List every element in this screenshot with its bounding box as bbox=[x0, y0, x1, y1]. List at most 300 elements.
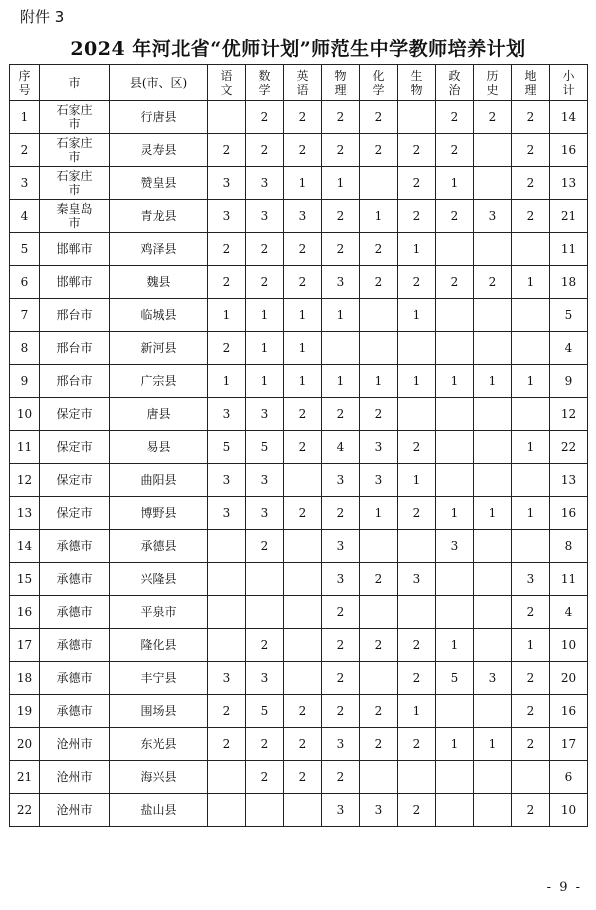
table-cell-politics: 2 bbox=[436, 200, 474, 233]
table-cell-no: 21 bbox=[10, 761, 40, 794]
table-cell-physics: 3 bbox=[322, 266, 360, 299]
table-cell-chemistry: 1 bbox=[360, 497, 398, 530]
table-cell-politics bbox=[436, 431, 474, 464]
table-row bbox=[10, 365, 588, 398]
table-cell-english bbox=[284, 662, 322, 695]
table-cell-county: 丰宁县 bbox=[110, 662, 208, 695]
table-cell-no: 2 bbox=[10, 134, 40, 167]
table-cell-history bbox=[474, 167, 512, 200]
column-header-chemistry bbox=[360, 65, 398, 101]
table-cell-english: 1 bbox=[284, 332, 322, 365]
table-cell-biology: 1 bbox=[398, 464, 436, 497]
table-cell-biology: 2 bbox=[398, 200, 436, 233]
column-header-math bbox=[246, 65, 284, 101]
table-cell-no: 12 bbox=[10, 464, 40, 497]
table-cell-city: 承德市 bbox=[40, 629, 110, 662]
column-header-text: 历 bbox=[486, 68, 499, 83]
table-cell-chemistry: 3 bbox=[360, 464, 398, 497]
table-cell-geography: 3 bbox=[512, 563, 550, 596]
table-cell-geography bbox=[512, 530, 550, 563]
table-cell-chinese: 2 bbox=[208, 134, 246, 167]
table-cell-chemistry bbox=[360, 332, 398, 365]
table-cell-city: 邯郸市 bbox=[40, 266, 110, 299]
table-row bbox=[10, 629, 588, 662]
table-cell-county: 行唐县 bbox=[110, 101, 208, 134]
table-cell-county: 青龙县 bbox=[110, 200, 208, 233]
table-cell-city: 保定市 bbox=[40, 464, 110, 497]
column-header-text: 物 bbox=[334, 68, 347, 83]
table-cell-chemistry: 2 bbox=[360, 695, 398, 728]
table-cell-county: 易县 bbox=[110, 431, 208, 464]
column-header-text: 号 bbox=[18, 82, 31, 97]
table-cell-politics bbox=[436, 794, 474, 827]
attachment-label: 附件 3 bbox=[20, 8, 65, 26]
table-cell-chemistry: 2 bbox=[360, 134, 398, 167]
table-cell-history bbox=[474, 563, 512, 596]
column-header-text: 理 bbox=[524, 82, 537, 97]
table-cell-math: 2 bbox=[246, 728, 284, 761]
table-row bbox=[10, 233, 588, 266]
table-cell-english: 1 bbox=[284, 167, 322, 200]
table-cell-city: 保定市 bbox=[40, 497, 110, 530]
table-cell-city: 承德市 bbox=[40, 596, 110, 629]
table-cell-county: 承德县 bbox=[110, 530, 208, 563]
table-cell-math: 2 bbox=[246, 233, 284, 266]
column-header-politics bbox=[436, 65, 474, 101]
table-cell-chemistry bbox=[360, 596, 398, 629]
table-cell-chinese: 3 bbox=[208, 464, 246, 497]
table-cell-geography: 1 bbox=[512, 266, 550, 299]
column-header-text: 生 bbox=[410, 68, 423, 83]
table-cell-physics: 3 bbox=[322, 794, 360, 827]
table-cell-politics bbox=[436, 563, 474, 596]
table-cell-no: 20 bbox=[10, 728, 40, 761]
table-cell-politics: 2 bbox=[436, 266, 474, 299]
column-header-subtotal bbox=[550, 65, 588, 101]
table-cell-history bbox=[474, 233, 512, 266]
column-header-history bbox=[474, 65, 512, 101]
table-cell-chinese bbox=[208, 794, 246, 827]
table-cell-geography: 2 bbox=[512, 101, 550, 134]
table-cell-chinese bbox=[208, 563, 246, 596]
table-row bbox=[10, 530, 588, 563]
table-cell-subtotal: 9 bbox=[550, 365, 588, 398]
table-cell-history bbox=[474, 530, 512, 563]
table-cell-history bbox=[474, 464, 512, 497]
table-cell-physics: 2 bbox=[322, 200, 360, 233]
table-cell-chemistry: 2 bbox=[360, 629, 398, 662]
table-cell-subtotal: 22 bbox=[550, 431, 588, 464]
table-row bbox=[10, 167, 588, 200]
table-cell-politics bbox=[436, 695, 474, 728]
table-cell-city: 保定市 bbox=[40, 431, 110, 464]
table-cell-english: 2 bbox=[284, 266, 322, 299]
table-cell-politics bbox=[436, 596, 474, 629]
table-cell-math: 2 bbox=[246, 134, 284, 167]
table-cell-physics: 1 bbox=[322, 299, 360, 332]
column-header-text: 语 bbox=[220, 68, 233, 83]
table-cell-subtotal: 21 bbox=[550, 200, 588, 233]
table-cell-chemistry: 2 bbox=[360, 233, 398, 266]
table-cell-math: 3 bbox=[246, 662, 284, 695]
column-header-text: 学 bbox=[258, 82, 271, 97]
table-cell-english: 2 bbox=[284, 728, 322, 761]
table-row bbox=[10, 266, 588, 299]
table-cell-biology bbox=[398, 101, 436, 134]
table-cell-english: 2 bbox=[284, 695, 322, 728]
column-header-biology bbox=[398, 65, 436, 101]
table-row bbox=[10, 299, 588, 332]
table-cell-history: 1 bbox=[474, 365, 512, 398]
table-cell-chemistry bbox=[360, 530, 398, 563]
table-row bbox=[10, 431, 588, 464]
table-cell-math: 2 bbox=[246, 761, 284, 794]
table-row bbox=[10, 761, 588, 794]
table-cell-politics bbox=[436, 464, 474, 497]
table-cell-geography: 1 bbox=[512, 365, 550, 398]
table-cell-biology: 2 bbox=[398, 629, 436, 662]
table-cell-math: 2 bbox=[246, 266, 284, 299]
table-cell-city: 邢台市 bbox=[40, 332, 110, 365]
table-cell-county: 曲阳县 bbox=[110, 464, 208, 497]
column-header-text: 物 bbox=[410, 82, 423, 97]
table-cell-politics bbox=[436, 332, 474, 365]
table-cell-no: 4 bbox=[10, 200, 40, 233]
table-cell-biology: 1 bbox=[398, 233, 436, 266]
table-cell-chinese: 2 bbox=[208, 266, 246, 299]
column-header-text: 学 bbox=[372, 82, 385, 97]
table-cell-math: 3 bbox=[246, 398, 284, 431]
column-header-county bbox=[110, 65, 208, 101]
table-cell-biology: 2 bbox=[398, 497, 436, 530]
table-cell-physics: 3 bbox=[322, 563, 360, 596]
table-cell-chemistry: 2 bbox=[360, 728, 398, 761]
table-cell-subtotal: 16 bbox=[550, 134, 588, 167]
table-cell-subtotal: 4 bbox=[550, 596, 588, 629]
table-cell-subtotal: 20 bbox=[550, 662, 588, 695]
column-header-no bbox=[10, 65, 40, 101]
table-cell-city: 保定市 bbox=[40, 398, 110, 431]
table-cell-biology bbox=[398, 596, 436, 629]
table-cell-physics: 1 bbox=[322, 365, 360, 398]
table-cell-geography bbox=[512, 299, 550, 332]
table-cell-no: 3 bbox=[10, 167, 40, 200]
table-cell-chemistry: 2 bbox=[360, 563, 398, 596]
table-row bbox=[10, 794, 588, 827]
table-cell-history: 2 bbox=[474, 266, 512, 299]
table-cell-physics: 2 bbox=[322, 134, 360, 167]
table-cell-no: 16 bbox=[10, 596, 40, 629]
table-cell-no: 17 bbox=[10, 629, 40, 662]
table-cell-chinese bbox=[208, 596, 246, 629]
column-header-text: 政 bbox=[448, 68, 461, 83]
table-cell-physics: 2 bbox=[322, 398, 360, 431]
column-header-text: 史 bbox=[486, 82, 499, 97]
table-cell-city: 沧州市 bbox=[40, 728, 110, 761]
table-cell-english: 2 bbox=[284, 431, 322, 464]
table-cell-english: 2 bbox=[284, 101, 322, 134]
table-cell-subtotal: 10 bbox=[550, 629, 588, 662]
table-cell-county: 广宗县 bbox=[110, 365, 208, 398]
column-header-text: 序 bbox=[18, 68, 31, 83]
table-cell-physics: 2 bbox=[322, 662, 360, 695]
table-cell-no: 1 bbox=[10, 101, 40, 134]
table-cell-county: 围场县 bbox=[110, 695, 208, 728]
table-cell-chinese bbox=[208, 101, 246, 134]
table-cell-politics: 1 bbox=[436, 497, 474, 530]
table-cell-geography: 1 bbox=[512, 629, 550, 662]
column-header-physics bbox=[322, 65, 360, 101]
table-cell-county: 灵寿县 bbox=[110, 134, 208, 167]
table-cell-history bbox=[474, 431, 512, 464]
table-cell-city: 邢台市 bbox=[40, 299, 110, 332]
table-cell-physics: 3 bbox=[322, 464, 360, 497]
table-cell-subtotal: 13 bbox=[550, 167, 588, 200]
table-cell-geography bbox=[512, 464, 550, 497]
table-cell-math: 1 bbox=[246, 332, 284, 365]
table-row bbox=[10, 728, 588, 761]
table-cell-history bbox=[474, 134, 512, 167]
table-cell-politics bbox=[436, 398, 474, 431]
table-cell-history bbox=[474, 332, 512, 365]
table-cell-biology bbox=[398, 332, 436, 365]
table-cell-county: 盐山县 bbox=[110, 794, 208, 827]
table-cell-math bbox=[246, 794, 284, 827]
table-cell-chemistry: 2 bbox=[360, 101, 398, 134]
table-cell-english bbox=[284, 794, 322, 827]
table-cell-chinese bbox=[208, 530, 246, 563]
column-header-text: 化 bbox=[372, 68, 385, 83]
table-cell-math: 1 bbox=[246, 299, 284, 332]
table-cell-no: 8 bbox=[10, 332, 40, 365]
table-cell-physics: 2 bbox=[322, 497, 360, 530]
table-cell-geography: 2 bbox=[512, 794, 550, 827]
table-cell-geography: 2 bbox=[512, 728, 550, 761]
table-cell-politics: 1 bbox=[436, 365, 474, 398]
table-cell-no: 18 bbox=[10, 662, 40, 695]
table-cell-biology: 2 bbox=[398, 134, 436, 167]
table-cell-city: 承德市 bbox=[40, 695, 110, 728]
table-cell-subtotal: 11 bbox=[550, 233, 588, 266]
table-cell-city: 承德市 bbox=[40, 662, 110, 695]
table-cell-english: 2 bbox=[284, 233, 322, 266]
table-cell-politics bbox=[436, 233, 474, 266]
table-cell-biology: 2 bbox=[398, 794, 436, 827]
column-header-city bbox=[40, 65, 110, 101]
table-cell-city: 秦皇岛 市 bbox=[40, 200, 110, 233]
table-cell-history: 3 bbox=[474, 662, 512, 695]
table-cell-math: 3 bbox=[246, 464, 284, 497]
table-cell-biology: 2 bbox=[398, 662, 436, 695]
table-cell-math: 2 bbox=[246, 629, 284, 662]
table-cell-politics: 1 bbox=[436, 629, 474, 662]
column-header-text: 小 bbox=[562, 68, 575, 83]
table-cell-math: 1 bbox=[246, 365, 284, 398]
table-cell-city: 石家庄 市 bbox=[40, 167, 110, 200]
table-cell-chinese bbox=[208, 761, 246, 794]
table-cell-city: 承德市 bbox=[40, 530, 110, 563]
table-cell-county: 赞皇县 bbox=[110, 167, 208, 200]
table-cell-biology bbox=[398, 398, 436, 431]
table-cell-history bbox=[474, 794, 512, 827]
column-header-geography bbox=[512, 65, 550, 101]
table-cell-physics: 2 bbox=[322, 761, 360, 794]
table-cell-no: 19 bbox=[10, 695, 40, 728]
column-header-text: 英 bbox=[296, 68, 309, 83]
table-cell-no: 13 bbox=[10, 497, 40, 530]
table-cell-chinese: 3 bbox=[208, 167, 246, 200]
table-cell-math: 5 bbox=[246, 695, 284, 728]
table-cell-physics: 2 bbox=[322, 101, 360, 134]
table-row bbox=[10, 101, 588, 134]
table-cell-english: 2 bbox=[284, 134, 322, 167]
table-cell-no: 10 bbox=[10, 398, 40, 431]
table-cell-politics bbox=[436, 299, 474, 332]
table-cell-math: 2 bbox=[246, 101, 284, 134]
table-cell-geography: 1 bbox=[512, 497, 550, 530]
table-cell-english bbox=[284, 563, 322, 596]
table-cell-subtotal: 4 bbox=[550, 332, 588, 365]
table-cell-physics: 1 bbox=[322, 167, 360, 200]
table-cell-subtotal: 6 bbox=[550, 761, 588, 794]
table-cell-chinese: 2 bbox=[208, 728, 246, 761]
table-cell-math: 2 bbox=[246, 530, 284, 563]
table-cell-math bbox=[246, 563, 284, 596]
table-cell-english: 2 bbox=[284, 398, 322, 431]
table-cell-county: 新河县 bbox=[110, 332, 208, 365]
table-row bbox=[10, 332, 588, 365]
table-cell-chemistry: 3 bbox=[360, 431, 398, 464]
table-cell-english: 1 bbox=[284, 365, 322, 398]
table-cell-chinese: 1 bbox=[208, 299, 246, 332]
table-cell-politics: 5 bbox=[436, 662, 474, 695]
table-cell-biology: 1 bbox=[398, 365, 436, 398]
table-cell-county: 平泉市 bbox=[110, 596, 208, 629]
table-cell-geography: 2 bbox=[512, 134, 550, 167]
table-cell-subtotal: 10 bbox=[550, 794, 588, 827]
column-header-text: 县(市、区) bbox=[129, 75, 188, 90]
column-header-text: 市 bbox=[68, 75, 81, 90]
table-cell-chemistry: 3 bbox=[360, 794, 398, 827]
table-row bbox=[10, 398, 588, 431]
table-cell-chinese: 3 bbox=[208, 662, 246, 695]
table-cell-subtotal: 12 bbox=[550, 398, 588, 431]
table-cell-math: 3 bbox=[246, 497, 284, 530]
table-cell-no: 7 bbox=[10, 299, 40, 332]
table-cell-biology bbox=[398, 761, 436, 794]
table-cell-biology: 2 bbox=[398, 167, 436, 200]
table-cell-chinese: 5 bbox=[208, 431, 246, 464]
table-cell-county: 隆化县 bbox=[110, 629, 208, 662]
table-cell-politics: 2 bbox=[436, 134, 474, 167]
table-cell-city: 石家庄 市 bbox=[40, 101, 110, 134]
training-plan-table bbox=[9, 64, 588, 827]
table-cell-chinese: 3 bbox=[208, 398, 246, 431]
table-cell-subtotal: 18 bbox=[550, 266, 588, 299]
table-cell-city: 邢台市 bbox=[40, 365, 110, 398]
table-cell-biology: 2 bbox=[398, 266, 436, 299]
table-cell-geography bbox=[512, 233, 550, 266]
column-header-text: 理 bbox=[334, 82, 347, 97]
table-cell-physics: 2 bbox=[322, 596, 360, 629]
document-title: 2024 年河北省“优师计划”师范生中学教师培养计划 bbox=[70, 38, 526, 60]
table-cell-no: 5 bbox=[10, 233, 40, 266]
table-cell-chemistry: 2 bbox=[360, 266, 398, 299]
table-cell-chinese: 3 bbox=[208, 200, 246, 233]
table-cell-city: 沧州市 bbox=[40, 794, 110, 827]
table-cell-county: 鸡泽县 bbox=[110, 233, 208, 266]
column-header-text: 文 bbox=[220, 82, 233, 97]
table-cell-county: 唐县 bbox=[110, 398, 208, 431]
table-cell-subtotal: 11 bbox=[550, 563, 588, 596]
table-cell-no: 6 bbox=[10, 266, 40, 299]
table-cell-history bbox=[474, 761, 512, 794]
table-cell-city: 承德市 bbox=[40, 563, 110, 596]
table-cell-english: 1 bbox=[284, 299, 322, 332]
table-cell-history: 3 bbox=[474, 200, 512, 233]
table-cell-geography bbox=[512, 332, 550, 365]
table-cell-geography: 2 bbox=[512, 695, 550, 728]
table-row bbox=[10, 134, 588, 167]
table-cell-subtotal: 14 bbox=[550, 101, 588, 134]
table-cell-english bbox=[284, 629, 322, 662]
table-cell-history: 1 bbox=[474, 728, 512, 761]
table-cell-subtotal: 8 bbox=[550, 530, 588, 563]
table-cell-no: 22 bbox=[10, 794, 40, 827]
column-header-text: 语 bbox=[296, 82, 309, 97]
table-cell-subtotal: 17 bbox=[550, 728, 588, 761]
table-cell-english bbox=[284, 596, 322, 629]
column-header-chinese bbox=[208, 65, 246, 101]
table-cell-county: 博野县 bbox=[110, 497, 208, 530]
table-cell-politics: 2 bbox=[436, 101, 474, 134]
table-cell-physics bbox=[322, 332, 360, 365]
table-cell-math bbox=[246, 596, 284, 629]
table-cell-subtotal: 5 bbox=[550, 299, 588, 332]
table-cell-subtotal: 16 bbox=[550, 497, 588, 530]
table-cell-chinese: 2 bbox=[208, 695, 246, 728]
table-cell-biology: 1 bbox=[398, 695, 436, 728]
table-cell-no: 9 bbox=[10, 365, 40, 398]
table-cell-history bbox=[474, 299, 512, 332]
table-cell-history: 1 bbox=[474, 497, 512, 530]
table-cell-chemistry bbox=[360, 761, 398, 794]
table-cell-county: 魏县 bbox=[110, 266, 208, 299]
table-cell-history bbox=[474, 695, 512, 728]
table-cell-geography: 2 bbox=[512, 200, 550, 233]
table-cell-politics bbox=[436, 761, 474, 794]
table-cell-chinese: 3 bbox=[208, 497, 246, 530]
table-cell-chemistry bbox=[360, 167, 398, 200]
table-cell-history bbox=[474, 596, 512, 629]
table-cell-math: 3 bbox=[246, 200, 284, 233]
table-cell-physics: 2 bbox=[322, 233, 360, 266]
table-cell-physics: 3 bbox=[322, 728, 360, 761]
table-row bbox=[10, 464, 588, 497]
table-cell-chemistry bbox=[360, 299, 398, 332]
column-header-text: 地 bbox=[524, 68, 537, 83]
table-cell-geography bbox=[512, 398, 550, 431]
table-cell-biology: 2 bbox=[398, 728, 436, 761]
table-cell-chinese: 1 bbox=[208, 365, 246, 398]
table-cell-english: 2 bbox=[284, 497, 322, 530]
table-cell-history: 2 bbox=[474, 101, 512, 134]
column-header-text: 数 bbox=[258, 68, 271, 83]
table-cell-chinese: 2 bbox=[208, 233, 246, 266]
table-row bbox=[10, 200, 588, 233]
table-header-row bbox=[10, 65, 588, 101]
table-cell-physics: 3 bbox=[322, 530, 360, 563]
